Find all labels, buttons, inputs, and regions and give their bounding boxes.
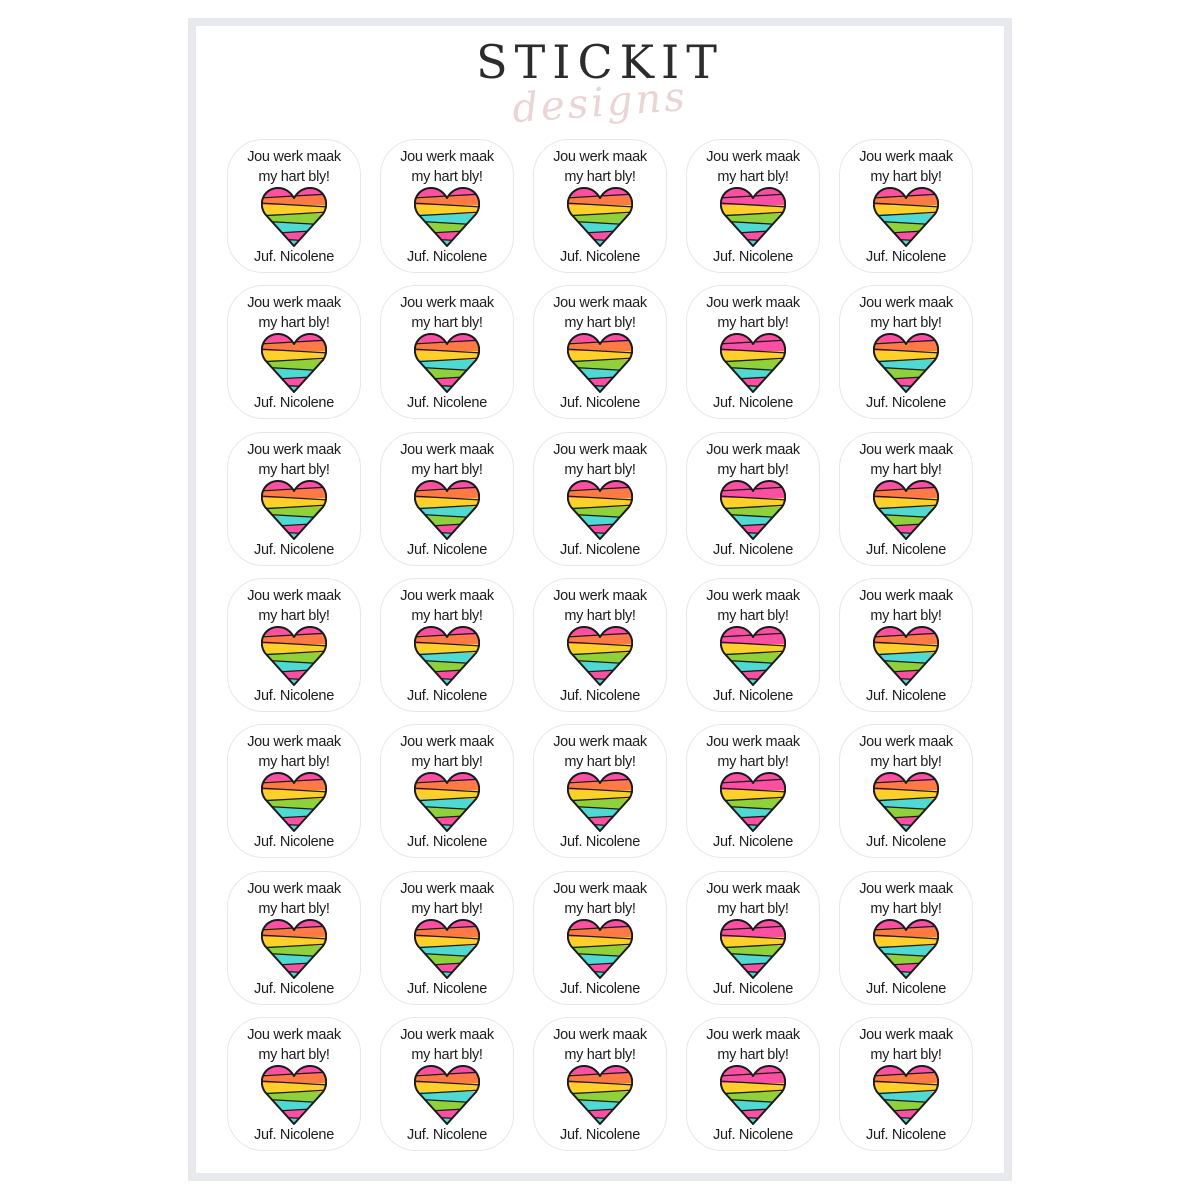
sticker-line-1: Jou werk maak — [400, 295, 494, 312]
rainbow-heart-icon — [567, 479, 633, 541]
sticker-line-1: Jou werk maak — [400, 734, 494, 751]
sticker-signature: Juf. Nicolene — [254, 834, 334, 851]
sticker-line-2: my hart bly! — [564, 169, 636, 185]
sticker-grid — [196, 26, 1004, 1173]
sticker — [227, 285, 361, 419]
sticker — [533, 1017, 667, 1151]
sticker-line-1: Jou werk maak — [247, 295, 341, 312]
sticker-signature: Juf. Nicolene — [254, 687, 334, 704]
sticker — [227, 1017, 361, 1151]
sticker-line-2: my hart bly! — [411, 169, 483, 185]
sticker-line-1: Jou werk maak — [859, 734, 953, 751]
sticker — [380, 1017, 514, 1151]
sticker-signature: Juf. Nicolene — [407, 249, 487, 265]
rainbow-heart-icon — [261, 771, 327, 833]
sticker — [533, 285, 667, 419]
rainbow-heart-icon — [873, 332, 939, 394]
rainbow-heart-icon — [261, 918, 327, 980]
sticker-line-1: Jou werk maak — [553, 587, 647, 604]
sticker-line-1: Jou werk maak — [706, 441, 800, 458]
sticker-line-1: Jou werk maak — [553, 734, 647, 751]
sticker-line-1: Jou werk maak — [400, 880, 494, 897]
rainbow-heart-icon — [567, 332, 633, 394]
sticker-line-2: my hart bly! — [258, 169, 330, 185]
sticker — [227, 139, 361, 273]
sticker — [839, 578, 973, 712]
sticker — [533, 871, 667, 1005]
rainbow-heart-icon — [567, 186, 633, 248]
sticker — [839, 139, 973, 273]
sticker-line-1: Jou werk maak — [859, 149, 953, 165]
sticker — [686, 724, 820, 858]
sticker-signature: Juf. Nicolene — [254, 541, 334, 558]
sticker-signature: Juf. Nicolene — [407, 687, 487, 704]
rainbow-heart-icon — [567, 918, 633, 980]
sticker-line-2: my hart bly! — [258, 315, 330, 332]
sticker-signature: Juf. Nicolene — [407, 541, 487, 558]
brand-tagline: designs — [510, 73, 690, 133]
sticker — [380, 285, 514, 419]
sticker-line-1: Jou werk maak — [553, 880, 647, 897]
sticker — [380, 139, 514, 273]
sticker-line-1: Jou werk maak — [247, 149, 341, 165]
sticker-sheet — [188, 18, 1012, 1181]
sticker — [686, 871, 820, 1005]
sticker-signature: Juf. Nicolene — [866, 980, 946, 997]
sticker — [227, 724, 361, 858]
rainbow-heart-icon — [720, 918, 786, 980]
sticker — [380, 578, 514, 712]
sticker — [380, 724, 514, 858]
sticker-line-2: my hart bly! — [870, 315, 942, 332]
sticker-line-2: my hart bly! — [870, 900, 942, 917]
sticker — [533, 139, 667, 273]
sticker-line-1: Jou werk maak — [247, 734, 341, 751]
sticker — [839, 285, 973, 419]
sticker-line-2: my hart bly! — [258, 900, 330, 917]
sticker-line-2: my hart bly! — [870, 607, 942, 624]
sticker-line-2: my hart bly! — [564, 1046, 636, 1063]
sticker-line-1: Jou werk maak — [706, 880, 800, 897]
sticker-line-2: my hart bly! — [564, 315, 636, 332]
sticker-line-1: Jou werk maak — [706, 734, 800, 751]
sticker-line-1: Jou werk maak — [859, 1026, 953, 1043]
rainbow-heart-icon — [720, 186, 786, 248]
sticker-signature: Juf. Nicolene — [407, 395, 487, 412]
sticker-line-2: my hart bly! — [717, 461, 789, 478]
sticker-line-1: Jou werk maak — [247, 441, 341, 458]
sticker-signature: Juf. Nicolene — [560, 980, 640, 997]
sticker-signature: Juf. Nicolene — [560, 1126, 640, 1143]
sticker-signature: Juf. Nicolene — [407, 1126, 487, 1143]
rainbow-heart-icon — [873, 479, 939, 541]
sticker-signature: Juf. Nicolene — [560, 687, 640, 704]
sticker-signature: Juf. Nicolene — [866, 834, 946, 851]
sticker-line-1: Jou werk maak — [400, 1026, 494, 1043]
sticker — [686, 139, 820, 273]
sticker-line-2: my hart bly! — [717, 169, 789, 185]
sticker — [839, 432, 973, 566]
rainbow-heart-icon — [873, 625, 939, 687]
sticker-line-1: Jou werk maak — [706, 1026, 800, 1043]
sticker-signature: Juf. Nicolene — [254, 980, 334, 997]
sticker-line-1: Jou werk maak — [400, 441, 494, 458]
rainbow-heart-icon — [414, 332, 480, 394]
rainbow-heart-icon — [873, 918, 939, 980]
sticker — [839, 724, 973, 858]
sticker-signature: Juf. Nicolene — [866, 249, 946, 265]
sticker-signature: Juf. Nicolene — [560, 249, 640, 265]
sticker-signature: Juf. Nicolene — [713, 687, 793, 704]
sticker-line-1: Jou werk maak — [400, 587, 494, 604]
sticker-line-2: my hart bly! — [258, 461, 330, 478]
sticker-line-2: my hart bly! — [870, 461, 942, 478]
sticker-line-2: my hart bly! — [258, 607, 330, 624]
rainbow-heart-icon — [414, 186, 480, 248]
sticker-line-2: my hart bly! — [411, 607, 483, 624]
sticker-line-2: my hart bly! — [411, 461, 483, 478]
sticker-line-2: my hart bly! — [258, 754, 330, 771]
sticker-line-2: my hart bly! — [717, 315, 789, 332]
rainbow-heart-icon — [873, 1064, 939, 1126]
rainbow-heart-icon — [414, 918, 480, 980]
sticker-signature: Juf. Nicolene — [866, 687, 946, 704]
sticker-line-1: Jou werk maak — [706, 149, 800, 165]
sticker — [686, 578, 820, 712]
sticker — [380, 432, 514, 566]
sticker-line-1: Jou werk maak — [706, 295, 800, 312]
sticker-signature: Juf. Nicolene — [407, 834, 487, 851]
sticker — [380, 871, 514, 1005]
sticker-line-2: my hart bly! — [870, 169, 942, 185]
sticker-signature: Juf. Nicolene — [713, 1126, 793, 1143]
sticker-signature: Juf. Nicolene — [560, 541, 640, 558]
rainbow-heart-icon — [873, 186, 939, 248]
sticker-line-1: Jou werk maak — [859, 587, 953, 604]
sticker-signature: Juf. Nicolene — [713, 834, 793, 851]
sticker-line-1: Jou werk maak — [706, 587, 800, 604]
rainbow-heart-icon — [567, 1064, 633, 1126]
sticker-line-2: my hart bly! — [411, 900, 483, 917]
sticker-line-1: Jou werk maak — [247, 1026, 341, 1043]
brand-name: STICKIT — [476, 35, 724, 89]
sticker-line-2: my hart bly! — [717, 754, 789, 771]
sticker-line-2: my hart bly! — [870, 1046, 942, 1063]
sticker — [686, 1017, 820, 1151]
sticker-signature: Juf. Nicolene — [713, 541, 793, 558]
sticker-signature: Juf. Nicolene — [254, 395, 334, 412]
sticker-line-2: my hart bly! — [411, 754, 483, 771]
sticker — [533, 724, 667, 858]
sticker-line-2: my hart bly! — [564, 461, 636, 478]
rainbow-heart-icon — [720, 1064, 786, 1126]
rainbow-heart-icon — [261, 479, 327, 541]
sticker-line-2: my hart bly! — [564, 754, 636, 771]
rainbow-heart-icon — [567, 771, 633, 833]
sticker-signature: Juf. Nicolene — [254, 1126, 334, 1143]
rainbow-heart-icon — [414, 1064, 480, 1126]
sticker-line-1: Jou werk maak — [859, 880, 953, 897]
sticker-signature: Juf. Nicolene — [866, 1126, 946, 1143]
sticker — [686, 285, 820, 419]
rainbow-heart-icon — [720, 771, 786, 833]
sticker-line-1: Jou werk maak — [247, 880, 341, 897]
sticker-line-2: my hart bly! — [411, 315, 483, 332]
sticker-line-1: Jou werk maak — [859, 441, 953, 458]
sticker-line-2: my hart bly! — [564, 900, 636, 917]
sticker — [533, 432, 667, 566]
sticker-line-2: my hart bly! — [717, 1046, 789, 1063]
sticker-line-1: Jou werk maak — [553, 295, 647, 312]
sticker-signature: Juf. Nicolene — [713, 249, 793, 265]
rainbow-heart-icon — [720, 479, 786, 541]
sticker-signature: Juf. Nicolene — [713, 395, 793, 412]
sticker-line-1: Jou werk maak — [553, 149, 647, 165]
sticker-line-1: Jou werk maak — [400, 149, 494, 165]
sticker-line-1: Jou werk maak — [553, 1026, 647, 1043]
rainbow-heart-icon — [414, 625, 480, 687]
rainbow-heart-icon — [261, 1064, 327, 1126]
rainbow-heart-icon — [414, 479, 480, 541]
sticker — [839, 871, 973, 1005]
rainbow-heart-icon — [261, 186, 327, 248]
sticker-signature: Juf. Nicolene — [254, 249, 334, 265]
sticker-line-2: my hart bly! — [870, 754, 942, 771]
sticker-signature: Juf. Nicolene — [713, 980, 793, 997]
sticker-signature: Juf. Nicolene — [866, 541, 946, 558]
sticker — [227, 432, 361, 566]
rainbow-heart-icon — [720, 625, 786, 687]
sticker-line-1: Jou werk maak — [247, 587, 341, 604]
sticker-line-2: my hart bly! — [717, 607, 789, 624]
sticker — [227, 871, 361, 1005]
sticker-signature: Juf. Nicolene — [866, 395, 946, 412]
sticker — [839, 1017, 973, 1151]
sticker-line-1: Jou werk maak — [859, 295, 953, 312]
sticker-line-2: my hart bly! — [411, 1046, 483, 1063]
rainbow-heart-icon — [261, 625, 327, 687]
sticker — [686, 432, 820, 566]
rainbow-heart-icon — [261, 332, 327, 394]
rainbow-heart-icon — [720, 332, 786, 394]
sticker-signature: Juf. Nicolene — [560, 834, 640, 851]
sticker-signature: Juf. Nicolene — [560, 395, 640, 412]
sticker-line-1: Jou werk maak — [553, 441, 647, 458]
rainbow-heart-icon — [414, 771, 480, 833]
sticker-line-2: my hart bly! — [564, 607, 636, 624]
sticker-line-2: my hart bly! — [717, 900, 789, 917]
sticker-line-2: my hart bly! — [258, 1046, 330, 1063]
rainbow-heart-icon — [873, 771, 939, 833]
rainbow-heart-icon — [567, 625, 633, 687]
sticker-signature: Juf. Nicolene — [407, 980, 487, 997]
sticker — [533, 578, 667, 712]
sticker — [227, 578, 361, 712]
